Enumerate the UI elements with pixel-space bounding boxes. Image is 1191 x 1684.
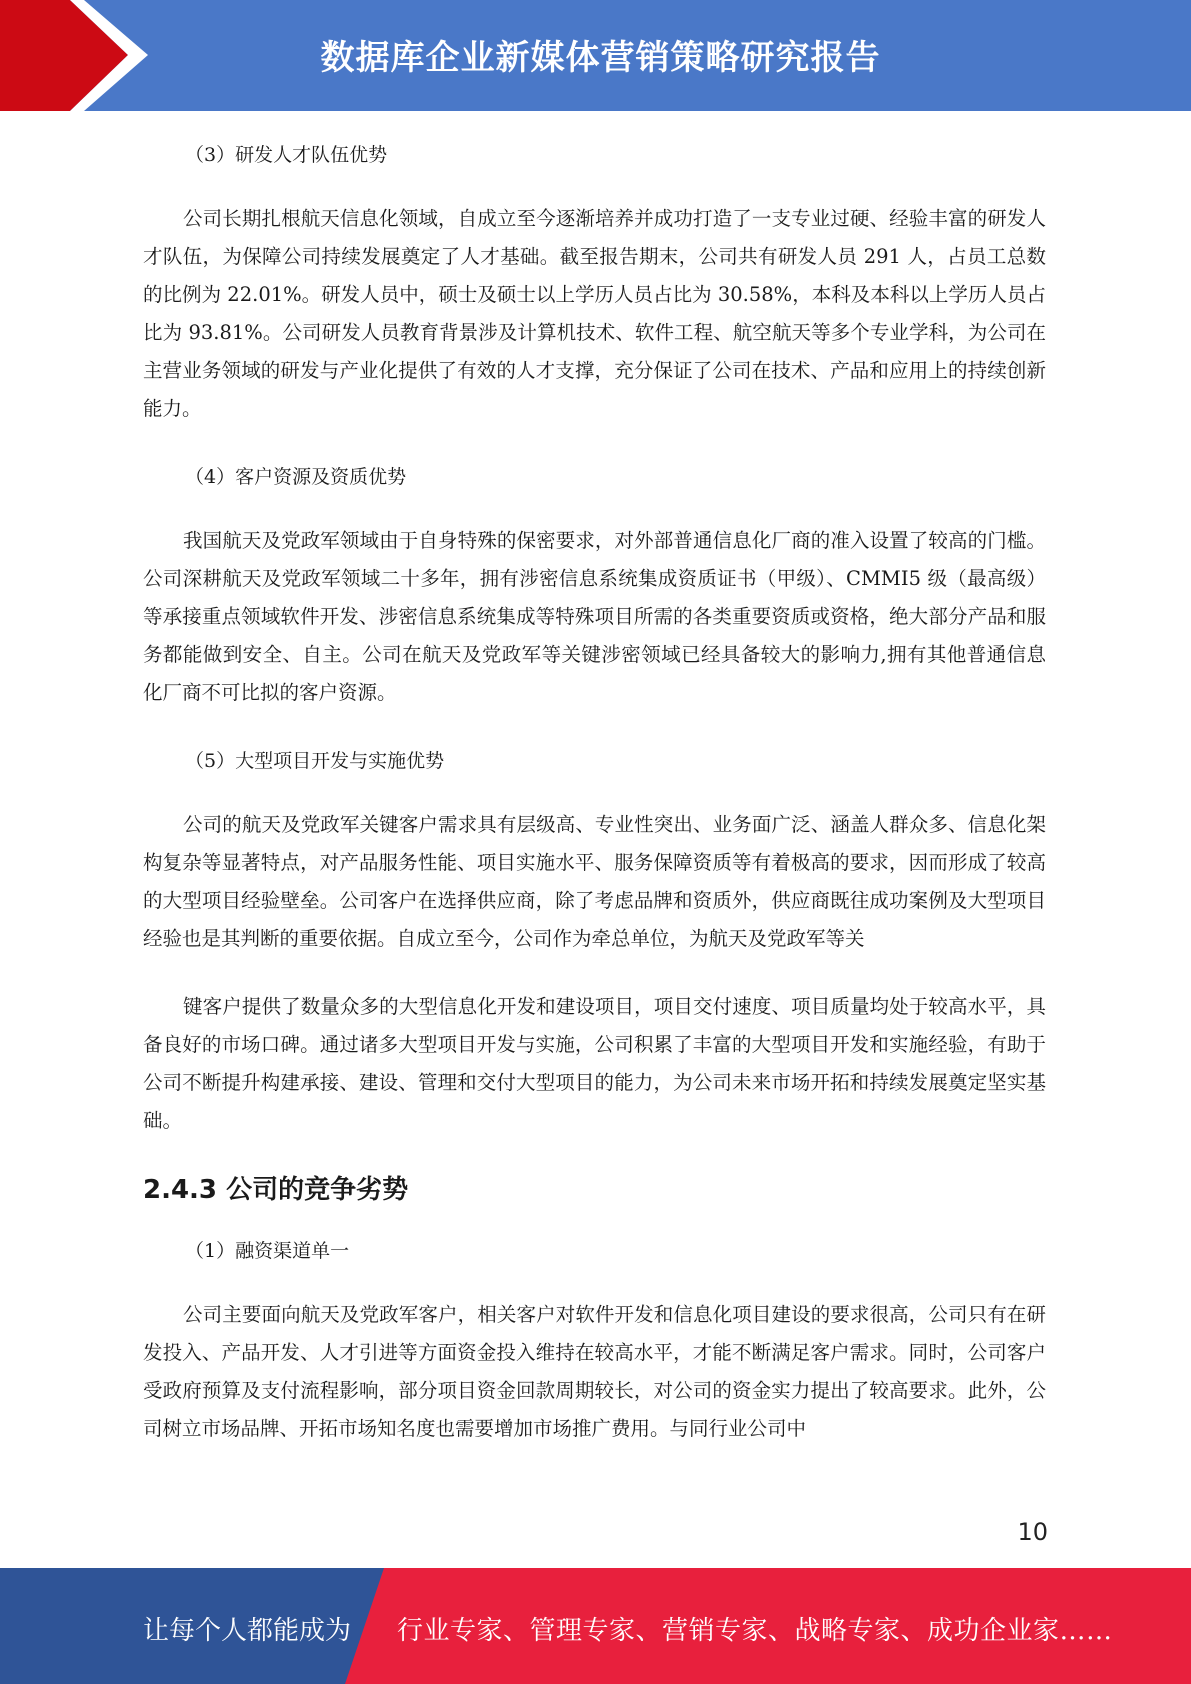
paragraph-large-projects: 公司的航天及党政军关键客户需求具有层级高、专业性突出、业务面广泛、涵盖人群众多、信息化架构复杂等显著特点，对产品服务性能、项目实施水平、服务保障资质等有着极高的要求，因而形成了较高的大型项目经验壁垒。公司客户在选择供应商，除了考虑品牌和资质外，供应商既往成功案例及大型项目经验也是其判断的重要依据。自成立至今，公司作为牵总单位，为航天及党政军等关 bbox=[143, 813, 1046, 950]
report-title: 数据库企业新媒体营销策略研究报告 bbox=[320, 38, 881, 78]
subheading-large-projects: （5）大型项目开发与实施优势 bbox=[185, 750, 445, 772]
footer-slogan-right: 行业专家、管理专家、营销专家、战略专家、成功企业家…… bbox=[397, 1616, 1113, 1646]
page-number: 10 bbox=[1017, 1518, 1048, 1546]
paragraph-financing-channel: 公司主要面向航天及党政军客户，相关客户对软件开发和信息化项目建设的要求很高，公司只有在研发投入、产品开发、人才引进等方面资金投入维持在较高水平，才能不断满足客户需求。同时，公司客户受政府预算及支付流程影响，部分项目资金回款周期较长，对公司的资金实力提出了较高要求。此外，公司树立市场品牌、开拓市场知名度也需要增加市场推广费用。与同行业公司中 bbox=[143, 1303, 1046, 1440]
paragraph-rd-talent: 公司长期扎根航天信息化领域，自成立至今逐渐培养并成功打造了一支专业过硬、经验丰富的研发人才队伍，为保障公司持续发展奠定了人才基础。截至报告期末，公司共有研发人员 291 人，占员工总数的比例为 22.01%。研发人员中，硕士及硕士以上学历人员占比为 30.58%，本科及本科以上学历人员占比为 93.81%。公司研发人员教育背景涉及计算机技术、软件工程、航空航天等多个专业学科，为公司在主营业务领域的研发与产业化提供了有效的人才支撑，充分保证了公司在技术、产品和应用上的持续创新能力。 bbox=[143, 207, 1046, 420]
subheading-customer-resources: （4）客户资源及资质优势 bbox=[185, 466, 407, 488]
main-content bbox=[143, 128, 1046, 1478]
paragraph-customer-resources: 我国航天及党政军领域由于自身特殊的保密要求，对外部普通信息化厂商的准入设置了较高的门槛。公司深耕航天及党政军领域二十多年，拥有涉密信息系统集成资质证书（甲级）、CMMI5 级（最高级）等承接重点领域软件开发、涉密信息系统集成等特殊项目所需的各类重要资质或资格，绝大部分产品和服务都能做到安全、自主。公司在航天及党政军等关键涉密领域已经具备较大的影响力,拥有其他普通信息化厂商不可比拟的客户资源。 bbox=[143, 529, 1046, 704]
footer-banner bbox=[0, 1568, 1191, 1684]
subheading-financing-channel: （1）融资渠道单一 bbox=[185, 1240, 350, 1262]
footer-slogan-left: 让每个人都能成为 bbox=[143, 1616, 352, 1646]
subheading-rd-talent: （3）研发人才队伍优势 bbox=[185, 144, 388, 166]
section-heading-competitive-disadvantages: 2.4.3 公司的竞争劣势 bbox=[143, 1175, 409, 1205]
paragraph-large-projects-continued: 键客户提供了数量众多的大型信息化开发和建设项目，项目交付速度、项目质量均处于较高水平，具备良好的市场口碑。通过诸多大型项目开发与实施，公司积累了丰富的大型项目开发和实施经验，有助于公司不断提升构建承接、建设、管理和交付大型项目的能力，为公司未来市场开拓和持续发展奠定坚实基础。 bbox=[143, 995, 1046, 1132]
header-banner bbox=[0, 0, 1191, 111]
